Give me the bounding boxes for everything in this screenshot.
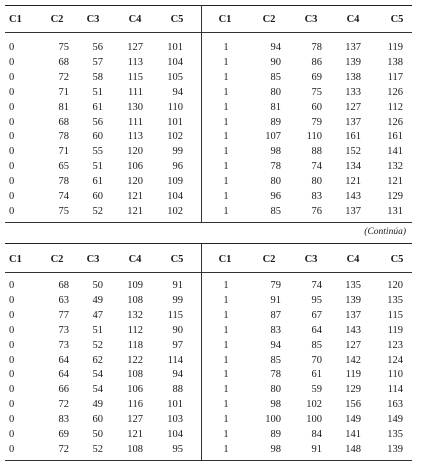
table-cell: 132 [127, 309, 143, 321]
table-cell: 135 [345, 280, 361, 291]
table-cell: 127 [127, 42, 143, 53]
table-cell: 71 [58, 86, 69, 98]
column-header-c3: C3 [304, 254, 318, 265]
table-cell: 101 [167, 42, 183, 53]
table-cell: 137 [345, 116, 361, 128]
table-cell: 85 [270, 205, 281, 217]
table-cell: 84 [311, 429, 322, 440]
table-cell: 58 [92, 71, 103, 83]
table-cell: 89 [270, 116, 281, 128]
table-cell: 85 [311, 339, 322, 351]
table-cell: 139 [345, 294, 361, 306]
table-cell: 0 [9, 56, 15, 68]
table-cell: 50 [92, 280, 103, 291]
table-row [5, 116, 412, 130]
table-cell: 75 [58, 205, 69, 217]
table-cell: 135 [387, 294, 403, 306]
table-cell: 124 [387, 354, 403, 366]
column-header-c2: C2 [50, 254, 64, 265]
table-cell: 78 [58, 131, 69, 143]
table-cell: 51 [92, 324, 103, 336]
table-cell: 99 [172, 294, 183, 306]
table-cell: 143 [345, 191, 361, 202]
table-top-rule [5, 243, 412, 244]
table-cell: 60 [92, 414, 103, 426]
table-cell: 156 [345, 399, 361, 411]
table-cell: 81 [270, 101, 281, 113]
table-cell: 56 [92, 116, 103, 128]
table-cell: 123 [387, 339, 403, 351]
table-row [5, 41, 412, 55]
table-cell: 60 [92, 191, 103, 202]
table-cell: 0 [9, 369, 15, 381]
table-cell: 47 [92, 309, 103, 321]
table-cell: 68 [58, 116, 69, 128]
header-rule [5, 272, 412, 273]
table-cell: 141 [345, 429, 361, 440]
table-row [5, 383, 412, 397]
table-cell: 83 [311, 191, 322, 202]
table-cell: 0 [9, 71, 15, 83]
table-cell: 129 [387, 191, 403, 202]
table-cell: 71 [58, 146, 69, 158]
table-cell: 1 [223, 176, 229, 188]
table-row [5, 160, 412, 174]
table-cell: 148 [345, 443, 361, 455]
table-cell: 142 [345, 354, 361, 366]
table-cell: 131 [387, 205, 403, 217]
table-cell: 120 [127, 176, 143, 188]
table-row [5, 428, 412, 442]
table-cell: 66 [58, 384, 69, 396]
table-cell: 98 [270, 146, 281, 158]
table-cell: 106 [127, 161, 143, 173]
table-cell: 133 [345, 86, 361, 98]
table-cell: 98 [270, 443, 281, 455]
table-cell: 88 [172, 384, 183, 396]
table-cell: 101 [167, 116, 183, 128]
table-cell: 0 [9, 399, 15, 411]
table-cell: 78 [311, 42, 322, 53]
table-cell: 111 [128, 116, 143, 128]
table-cell: 132 [387, 161, 403, 173]
column-header-c3: C3 [86, 254, 100, 265]
table-cell: 1 [223, 429, 229, 440]
table-cell: 117 [387, 71, 403, 83]
table-cell: 115 [167, 309, 183, 321]
table-cell: 77 [58, 309, 69, 321]
table-cell: 83 [58, 414, 69, 426]
table-cell: 104 [167, 191, 183, 202]
table-cell: 139 [345, 56, 361, 68]
table-bottom-rule [5, 222, 412, 223]
table-cell: 0 [9, 116, 15, 128]
table-cell: 73 [58, 339, 69, 351]
table-cell: 94 [270, 339, 281, 351]
table-row [5, 175, 412, 189]
table-cell: 0 [9, 294, 15, 306]
table-cell: 51 [92, 161, 103, 173]
table-cell: 115 [127, 71, 143, 83]
table-row [5, 56, 412, 70]
table-top-rule [5, 5, 412, 6]
table-cell: 1 [223, 309, 229, 321]
column-header-c5: C5 [170, 254, 184, 265]
table-cell: 102 [167, 131, 183, 143]
table-row [5, 130, 412, 144]
table-cell: 79 [311, 116, 322, 128]
table-cell: 101 [167, 399, 183, 411]
table-row [5, 86, 412, 100]
table-cell: 72 [58, 71, 69, 83]
table-cell: 104 [167, 56, 183, 68]
table-cell: 68 [58, 280, 69, 291]
table-cell: 1 [223, 131, 229, 143]
table-cell: 61 [92, 176, 103, 188]
table-row [5, 413, 412, 427]
table-cell: 1 [223, 116, 229, 128]
table-cell: 105 [167, 71, 183, 83]
table-cell: 126 [387, 116, 403, 128]
table-cell: 80 [270, 86, 281, 98]
table-cell: 0 [9, 146, 15, 158]
table-cell: 0 [9, 191, 15, 202]
table-cell: 94 [172, 86, 183, 98]
column-header-c5: C5 [390, 14, 404, 25]
table-cell: 91 [172, 280, 183, 291]
table-cell: 139 [387, 443, 403, 455]
table-cell: 54 [92, 369, 103, 381]
column-header-c3: C3 [304, 14, 318, 25]
table-cell: 98 [270, 399, 281, 411]
table-cell: 107 [265, 131, 281, 143]
table-cell: 99 [172, 146, 183, 158]
table-cell: 110 [167, 101, 183, 113]
table-cell: 106 [127, 384, 143, 396]
table-cell: 109 [127, 280, 143, 291]
table-cell: 116 [127, 399, 143, 411]
table-cell: 137 [345, 309, 361, 321]
table-cell: 122 [127, 354, 143, 366]
table-cell: 60 [311, 101, 322, 113]
table-cell: 57 [92, 56, 103, 68]
table-cell: 118 [127, 339, 143, 351]
table-cell: 137 [345, 42, 361, 53]
table-cell: 90 [172, 324, 183, 336]
table-cell: 143 [345, 324, 361, 336]
table-cell: 52 [92, 205, 103, 217]
table-cell: 73 [58, 324, 69, 336]
table-cell: 138 [345, 71, 361, 83]
table-cell: 54 [92, 384, 103, 396]
table-cell: 74 [58, 191, 69, 202]
table-cell: 68 [58, 56, 69, 68]
column-header-c4: C4 [346, 14, 360, 25]
table-cell: 88 [311, 146, 322, 158]
table-cell: 87 [270, 309, 281, 321]
table-cell: 110 [306, 131, 322, 143]
column-header-c5: C5 [170, 14, 184, 25]
column-header-c1: C1 [218, 254, 232, 265]
table-cell: 1 [223, 399, 229, 411]
table-row [5, 190, 412, 204]
table-cell: 127 [345, 339, 361, 351]
table-cell: 70 [311, 354, 322, 366]
table-cell: 121 [387, 176, 403, 188]
table-cell: 119 [387, 324, 403, 336]
table-cell: 78 [58, 176, 69, 188]
table-row [5, 101, 412, 115]
table-cell: 134 [345, 161, 361, 173]
table-cell: 80 [311, 176, 322, 188]
table-row [5, 309, 412, 323]
table-cell: 129 [345, 384, 361, 396]
table-cell: 1 [223, 443, 229, 455]
table-cell: 49 [92, 399, 103, 411]
table-cell: 1 [223, 384, 229, 396]
table-cell: 51 [92, 86, 103, 98]
table-cell: 0 [9, 280, 15, 291]
table-cell: 94 [172, 369, 183, 381]
table-cell: 108 [127, 294, 143, 306]
table-cell: 85 [270, 71, 281, 83]
table-cell: 83 [270, 324, 281, 336]
table-cell: 89 [270, 429, 281, 440]
table-header-row [5, 13, 412, 27]
table-cell: 0 [9, 414, 15, 426]
table-cell: 0 [9, 384, 15, 396]
table-cell: 65 [58, 161, 69, 173]
table-cell: 59 [311, 384, 322, 396]
table-cell: 76 [311, 205, 322, 217]
table-cell: 79 [270, 280, 281, 291]
table-cell: 1 [223, 369, 229, 381]
table-cell: 86 [311, 56, 322, 68]
column-header-c4: C4 [346, 254, 360, 265]
table-cell: 49 [92, 294, 103, 306]
table-cell: 0 [9, 443, 15, 455]
table-cell: 1 [223, 294, 229, 306]
table-cell: 102 [306, 399, 322, 411]
table-cell: 60 [92, 131, 103, 143]
table-cell: 1 [223, 146, 229, 158]
table-cell: 63 [58, 294, 69, 306]
table-row [5, 368, 412, 382]
table-cell: 0 [9, 86, 15, 98]
table-cell: 161 [387, 131, 403, 143]
table-cell: 78 [270, 161, 281, 173]
table-cell: 0 [9, 324, 15, 336]
column-header-c3: C3 [86, 14, 100, 25]
table-cell: 127 [345, 101, 361, 113]
table-cell: 1 [223, 71, 229, 83]
table-cell: 114 [167, 354, 183, 366]
table-cell: 121 [127, 205, 143, 217]
column-header-c1: C1 [9, 254, 22, 265]
table-cell: 126 [387, 86, 403, 98]
table-cell: 64 [311, 324, 322, 336]
table-row [5, 354, 412, 368]
table-cell: 102 [167, 205, 183, 217]
table-cell: 80 [270, 176, 281, 188]
table-cell: 113 [127, 131, 143, 143]
table-row [5, 205, 412, 219]
table-cell: 1 [223, 56, 229, 68]
table-cell: 90 [270, 56, 281, 68]
table-cell: 0 [9, 205, 15, 217]
table-header-row [5, 253, 412, 267]
table-cell: 78 [270, 369, 281, 381]
column-header-c2: C2 [262, 14, 276, 25]
table-cell: 56 [92, 42, 103, 53]
table-cell: 0 [9, 131, 15, 143]
table-cell: 61 [311, 369, 322, 381]
table-cell: 64 [58, 354, 69, 366]
column-header-c2: C2 [50, 14, 64, 25]
table-cell: 1 [223, 42, 229, 53]
table-row [5, 398, 412, 412]
header-rule [5, 32, 412, 33]
table-cell: 74 [311, 161, 322, 173]
table-row [5, 339, 412, 353]
table-cell: 130 [127, 101, 143, 113]
table-cell: 121 [127, 429, 143, 440]
table-cell: 72 [58, 443, 69, 455]
table-cell: 75 [311, 86, 322, 98]
table-cell: 95 [172, 443, 183, 455]
table-cell: 69 [311, 71, 322, 83]
table-cell: 94 [270, 42, 281, 53]
table-cell: 108 [127, 443, 143, 455]
table-cell: 112 [387, 101, 403, 113]
table-cell: 0 [9, 429, 15, 440]
table-cell: 55 [92, 146, 103, 158]
table-cell: 149 [387, 414, 403, 426]
table-cell: 50 [92, 429, 103, 440]
table-cell: 1 [223, 414, 229, 426]
table-cell: 0 [9, 354, 15, 366]
table-cell: 1 [223, 101, 229, 113]
table-cell: 1 [223, 324, 229, 336]
table-cell: 1 [223, 339, 229, 351]
table-cell: 137 [345, 205, 361, 217]
table-cell: 121 [127, 191, 143, 202]
table-cell: 127 [127, 414, 143, 426]
table-cell: 0 [9, 42, 15, 53]
table-cell: 100 [265, 414, 281, 426]
table-cell: 109 [167, 176, 183, 188]
table-cell: 0 [9, 161, 15, 173]
table-cell: 64 [58, 369, 69, 381]
table-cell: 80 [270, 384, 281, 396]
table-row [5, 324, 412, 338]
table-cell: 119 [345, 369, 361, 381]
table-cell: 97 [172, 339, 183, 351]
table-cell: 96 [172, 161, 183, 173]
table-cell: 120 [127, 146, 143, 158]
table-cell: 0 [9, 176, 15, 188]
table-cell: 119 [387, 42, 403, 53]
table-row [5, 71, 412, 85]
table-cell: 138 [387, 56, 403, 68]
table-cell: 91 [270, 294, 281, 306]
column-header-c4: C4 [128, 254, 142, 265]
table-cell: 110 [387, 369, 403, 381]
table-cell: 149 [345, 414, 361, 426]
table-row [5, 279, 412, 293]
continuation-note: (Continúa) [364, 226, 406, 237]
table-cell: 1 [223, 280, 229, 291]
table-cell: 67 [311, 309, 322, 321]
table-cell: 100 [306, 414, 322, 426]
table-cell: 1 [223, 86, 229, 98]
table-cell: 121 [345, 176, 361, 188]
table-cell: 72 [58, 399, 69, 411]
table-cell: 75 [58, 42, 69, 53]
table-cell: 0 [9, 101, 15, 113]
table-cell: 96 [270, 191, 281, 202]
table-row [5, 294, 412, 308]
table-cell: 104 [167, 429, 183, 440]
table-cell: 108 [127, 369, 143, 381]
table-cell: 81 [58, 101, 69, 113]
table-cell: 69 [58, 429, 69, 440]
table-row [5, 145, 412, 159]
column-header-c4: C4 [128, 14, 142, 25]
table-cell: 0 [9, 309, 15, 321]
table-cell: 85 [270, 354, 281, 366]
table-cell: 74 [311, 280, 322, 291]
table-cell: 1 [223, 205, 229, 217]
column-header-c2: C2 [262, 254, 276, 265]
table-cell: 163 [387, 399, 403, 411]
column-header-c5: C5 [390, 254, 404, 265]
table-cell: 115 [387, 309, 403, 321]
table-cell: 135 [387, 429, 403, 440]
table-cell: 91 [311, 443, 322, 455]
table-cell: 103 [167, 414, 183, 426]
table-cell: 61 [92, 101, 103, 113]
table-cell: 1 [223, 191, 229, 202]
table-cell: 95 [311, 294, 322, 306]
table-cell: 141 [387, 146, 403, 158]
table-cell: 1 [223, 161, 229, 173]
table-cell: 52 [92, 339, 103, 351]
table-cell: 161 [345, 131, 361, 143]
column-header-c1: C1 [218, 14, 232, 25]
table-cell: 1 [223, 354, 229, 366]
table-cell: 52 [92, 443, 103, 455]
table-cell: 62 [92, 354, 103, 366]
table-cell: 120 [387, 280, 403, 291]
table-cell: 114 [387, 384, 403, 396]
table-cell: 111 [128, 86, 143, 98]
table-cell: 0 [9, 339, 15, 351]
table-cell: 113 [127, 56, 143, 68]
column-header-c1: C1 [9, 14, 22, 25]
table-cell: 112 [127, 324, 143, 336]
table-cell: 152 [345, 146, 361, 158]
